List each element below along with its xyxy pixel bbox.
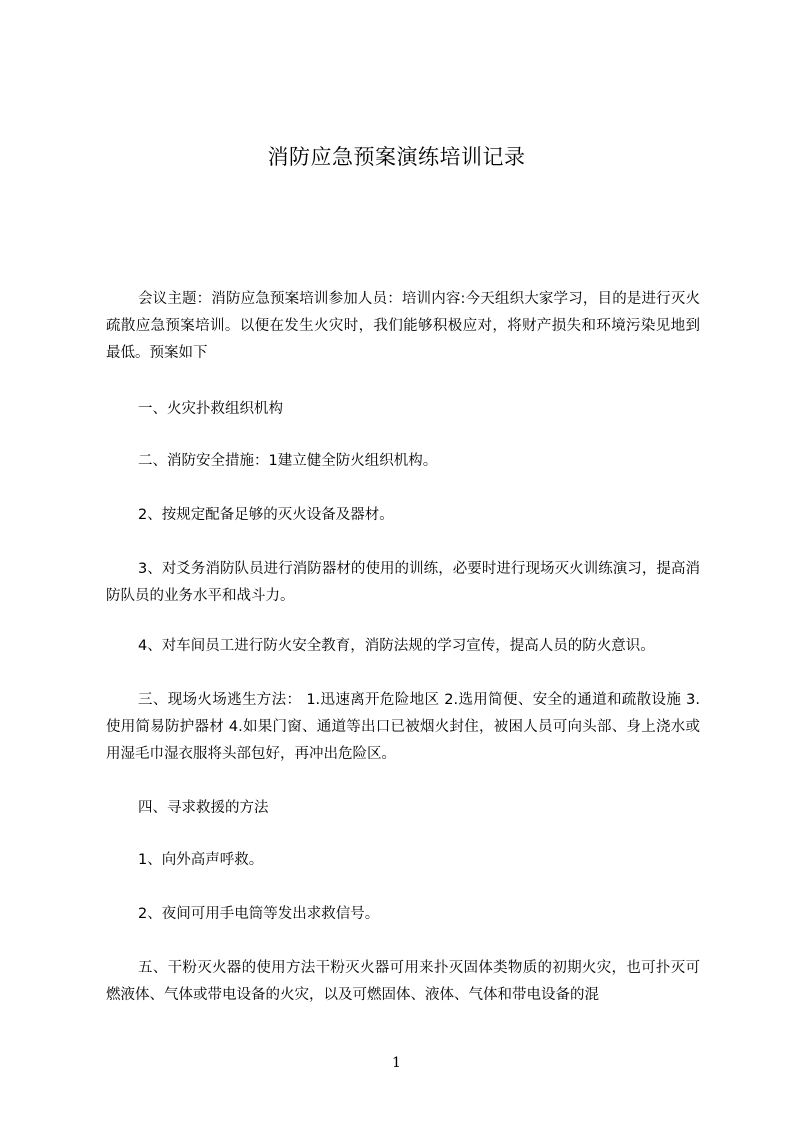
paragraph-item-4: 4、对车间员工进行防火安全教育，消防法规的学习宣传，提高人员的防火意识。 xyxy=(138,638,655,654)
paragraph-section-5: 五、干粉灭火器的使用方法干粉灭火器可用来扑灭固体类物质的初期火灾，也可扑灭可燃液体、气体或带电设备的火灾，以及可燃固体、液体、气体和带电设备的混 xyxy=(106,960,700,1003)
paragraph-section-1: 一、火灾扑救组织机构 xyxy=(138,401,283,417)
paragraph-rescue-1: 1、向外高声呼救。 xyxy=(138,852,264,868)
paragraph-intro: 会议主题：消防应急预案培训参加人员：培训内容:今天组织大家学习，目的是进行灭火疏散应急预案培训。以便在发生火灾时，我们能够积极应对，将财产损失和环境污染见地到最低。预案如下 xyxy=(106,291,700,361)
paragraph-section-4: 四、寻求救援的方法 xyxy=(138,800,269,816)
paragraph-section-3: 三、现场火场逃生方法： 1.迅速离开危险地区 2.选用简便、安全的通道和疏散设施 3.使用简易防护器材 4.如果门窗、通道等出口已被烟火封住，被困人员可向头部、身上浇水或用湿毛巾湿衣服将头部包好，再冲出危险区。 xyxy=(106,692,700,762)
paragraph-rescue-2: 2、夜间可用手电筒等发出求救信号。 xyxy=(138,906,380,922)
document-title: 消防应急预案演练培训记录 xyxy=(267,145,526,169)
page-number: 1 xyxy=(392,1055,401,1071)
paragraph-item-2: 2、按规定配备足够的灭火设备及器材。 xyxy=(138,507,394,523)
paragraph-section-2: 二、消防安全措施：1建立健全防火组织机构。 xyxy=(138,453,438,469)
paragraph-item-3: 3、对爻务消防队员进行消防器材的使用的训练，必要时进行现场灭火训练演习，提高消防队员的业务水平和战斗力。 xyxy=(106,561,700,604)
